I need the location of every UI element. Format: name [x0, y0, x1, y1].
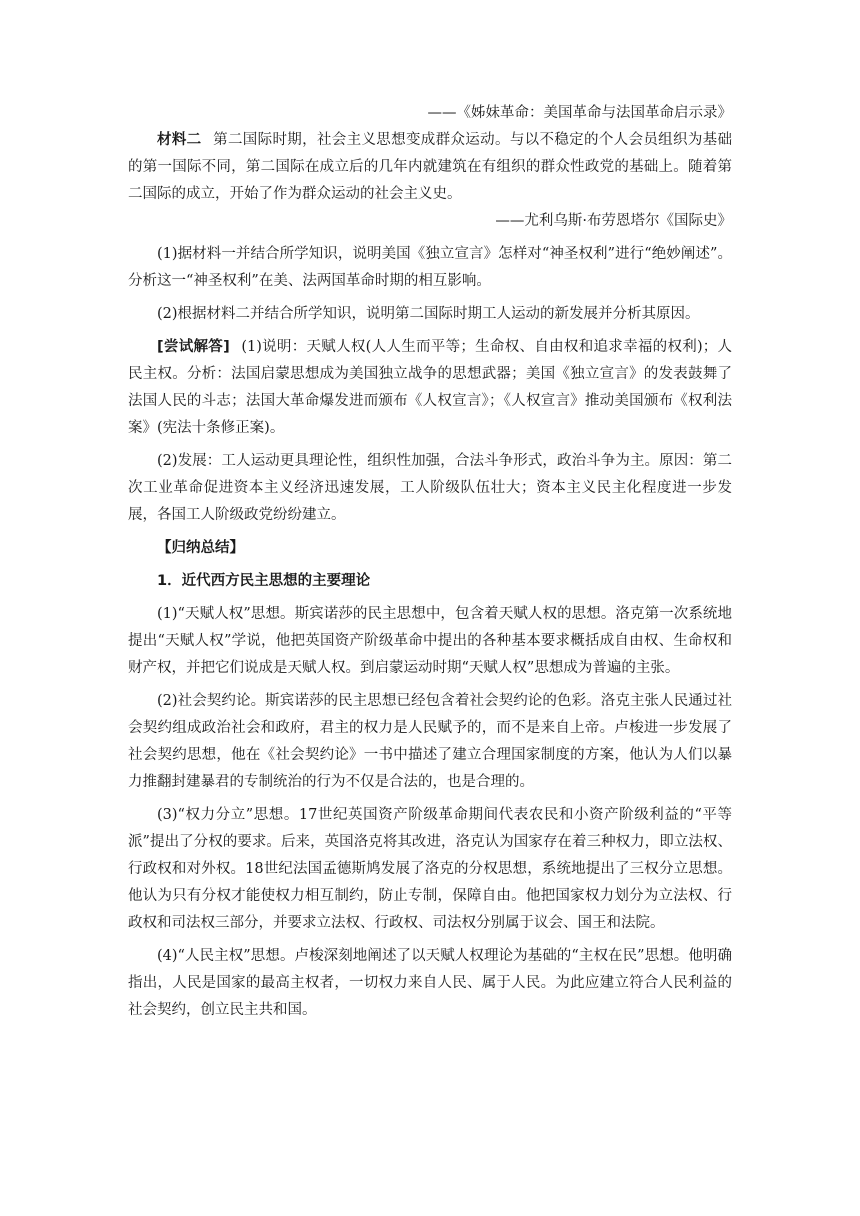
material-2-text: 第二国际时期，社会主义思想变成群众运动。与以不稳定的个人会员组织为基础的第一国际不同，第二国际在成立后的几年内就建筑在有组织的群众性政党的基础上。随着第二国际的成立，开始了作为群众运动的社会主义史。: [128, 132, 733, 202]
point-1: (1)“天赋人权”思想。斯宾诺莎的民主思想中，包含着天赋人权的思想。洛克第一次系统地提出“天赋人权”学说，他把英国资产阶级革命中提出的各种基本要求概括成自由权、生命权和财产权，并把它们说成是天赋人权。到启蒙运动时期“天赋人权”思想成为普遍的主张。: [128, 606, 732, 676]
answer-part-1-text: (1)说明：天赋人权(人人生而平等；生命权、自由权和追求幸福的权利)；人民主权。分析：法国启蒙思想成为美国独立战争的思想武器；美国《独立宣言》的发表鼓舞了法国人民的斗志；法国大革命爆发进而颁布《人权宣言》；《人权宣言》推动美国颁布《权利法案》(宪法十条修正案)。: [128, 339, 732, 436]
answer-part-1: [128, 334, 732, 442]
document-page: [128, 100, 732, 1024]
material-2-paragraph: [128, 127, 732, 208]
summary-heading: 【归纳总结】: [157, 540, 244, 556]
source-citation-1: ——《姊妹革命：美国革命与法国革命启示录》: [427, 105, 732, 121]
question-1: (1)据材料一并结合所学知识，说明美国《独立宣言》怎样对“神圣权利”进行“绝妙阐述”。分析这一“神圣权利”在美、法两国革命时期的相互影响。: [128, 246, 732, 289]
section-title: 1．近代西方民主思想的主要理论: [157, 573, 371, 589]
point-2: (2)社会契约论。斯宾诺莎的民主思想已经包含着社会契约论的色彩。洛克主张人民通过社会契约组成政治社会和政府，君主的权力是人民赋予的，而不是来自上帝。卢梭进一步发展了社会契约思想，他在《社会契约论》一书中描述了建立合理国家制度的方案，他认为人们以暴力推翻封建暴君的专制统治的行为不仅是合法的，也是合理的。: [128, 693, 732, 790]
point-4: (4)“人民主权”思想。卢梭深刻地阐述了以天赋人权理论为基础的“主权在民”思想。他明确指出，人民是国家的最高主权者，一切权力来自人民、属于人民。为此应建立符合人民利益的社会契约，创立民主共和国。: [128, 948, 732, 1018]
point-3: (3)“权力分立”思想。17世纪英国资产阶级革命期间代表农民和小资产阶级利益的“平等派”提出了分权的要求。后来，英国洛克将其改进，洛克认为国家存在着三种权力，即立法权、行政权和对外权。18世纪法国孟德斯鸠发展了洛克的分权思想，系统地提出了三权分立思想。他认为只有分权才能使权力相互制约，防止专制，保障自由。他把国家权力划分为立法权、行政权和司法权三部分，并要求立法权、行政权、司法权分别属于议会、国王和法院。: [128, 807, 732, 931]
material-2-label: 材料二: [157, 132, 202, 148]
answer-part-2: (2)发展：工人运动更具理论性，组织性加强，合法斗争形式，政治斗争为主。原因：第二次工业革命促进资本主义经济迅速发展，工人阶级队伍壮大；资本主义民主化程度进一步发展，各国工人阶级政党纷纷建立。: [128, 453, 732, 523]
question-2: (2)根据材料二并结合所学知识，说明第二国际时期工人运动的新发展并分析其原因。: [157, 306, 700, 322]
answer-label: [尝试解答]: [157, 339, 230, 355]
source-citation-2: ——尤利乌斯·布劳恩塔尔《国际史》: [495, 213, 732, 229]
